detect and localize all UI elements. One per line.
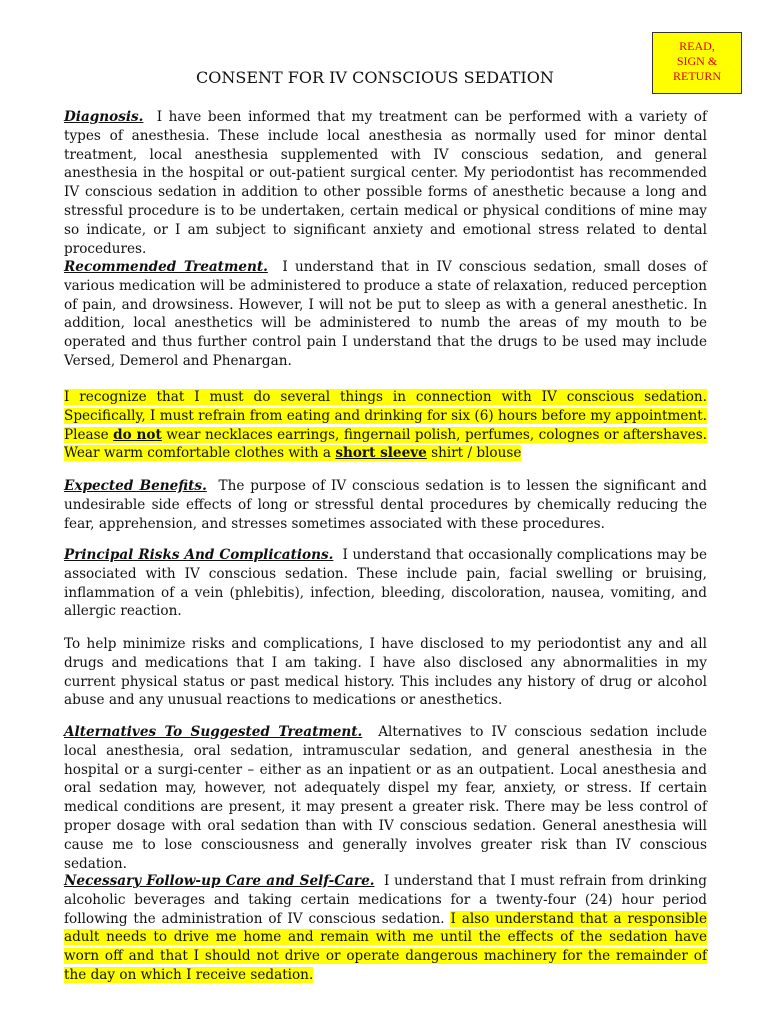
recommended-heading: Recommended Treatment. [64, 259, 268, 275]
read-sign-return-stamp [652, 32, 742, 94]
diagnosis-text: I have been informed that my treatment can be performed with a variety of types of anesthesia. These include local anesthesia as normally used for minor dental treatment, local anesthesia supplemented with IV conscious sedation, and general anesthesia in the hospital or out-patient surgical center. My periodontist has recommended IV conscious sedation in addition to other possible forms of anesthetic because a long and stressful procedure is to be undertaken, certain medical or physical conditions of mine may so indicate, or I am subject to significant anxiety and emotional stress related to dental procedures. [64, 109, 708, 257]
benefits-paragraph [64, 477, 707, 533]
disclosure-text: To help minimize risks and complications, I have disclosed to my periodontist any and all drugs and medications that I am taking. I have also disclosed any abnormalities in my current physical status or past medical history. This includes any history of drug or alcohol abuse and any unusual reactions to medications or anesthetics. [64, 636, 707, 709]
diagnosis-heading: Diagnosis. [64, 109, 144, 125]
do-not-emphasis: do not [113, 426, 162, 443]
instructions-text-b: wear necklaces earrings, fingernail polish, perfumes, colognes or aftershaves. Wear warm comfortable clothes with a [64, 426, 708, 462]
short-sleeve-emphasis: short sleeve [335, 445, 427, 462]
risks-text: I understand that occasionally complications may be associated with IV conscious sedation. These include pain, facial swelling or bruising, inflammation of a vein (phlebitis), infection, bleeding, discoloration, nausea, vomiting, and allergic reaction. [64, 547, 708, 620]
alternatives-paragraph [64, 723, 707, 873]
risks-paragraph [64, 546, 707, 621]
followup-text: I understand that I must refrain from drinking alcoholic beverages and taking certain medications for a twenty-four (24) hour period following the administration of IV conscious sedation. [64, 873, 707, 927]
instructions-paragraph [64, 388, 707, 463]
alternatives-text: Alternatives to IV conscious sedation include local anesthesia, oral sedation, intramuscular sedation, and general anesthesia in the hospital or a surgi-center – either as an inpatient or as an outpatient. Local anesthesia and oral sedation may, however, not adequately dispel my fear, anxiety, or stress. If certain medical conditions are present, it may present a greater risk. There may be less control of proper dosage with oral sedation than with IV conscious sedation. General anesthesia will cause me to lose consciousness and generally involves greater risk than IV conscious sedation. [64, 724, 707, 872]
benefits-heading: Expected Benefits. [64, 478, 207, 494]
followup-paragraph [64, 872, 707, 985]
document-title: CONSENT FOR IV CONSCIOUS SEDATION [196, 68, 554, 87]
recommended-text: I understand that in IV conscious sedation, small doses of various medication will be administered to produce a state of relaxation, reduced perception of pain, and drowsiness. However, I will not be put to sleep as with a general anesthetic. In addition, local anesthetics will be administered to numb the areas of my mouth to be operated and thus further control pain I understand that the drugs to be used may include Versed, Demerol and Phenargan. [64, 259, 707, 369]
stamp-line-3: RETURN [673, 69, 721, 83]
diagnosis-paragraph [64, 108, 707, 258]
instructions-text-c: shirt / blouse [431, 445, 522, 462]
instructions-text-a: I recognize that I must do several things in connection with IV conscious sedation. Specifically, I must refrain from eating and drinking for six (6) hours before my appointment. Please [64, 389, 707, 443]
risks-heading: Principal Risks And Complications. [64, 547, 334, 563]
stamp-line-2: SIGN & [676, 54, 718, 68]
followup-highlight: I also understand that a responsible adult needs to drive me home and remain with me until the effects of the sedation have worn off and that I should not drive or operate dangerous machinery for the remainder of the day on which I receive sedation. [64, 910, 707, 983]
disclosure-paragraph [64, 635, 707, 710]
recommended-paragraph [64, 258, 707, 371]
followup-heading: Necessary Follow-up Care and Self-Care. [64, 873, 375, 889]
stamp-line-1: READ, [679, 39, 715, 53]
benefits-text: The purpose of IV conscious sedation is to lessen the significant and undesirable side effects of long or stressful dental procedures by chemically reducing the fear, apprehension, and stresses sometimes associated with these procedures. [64, 478, 707, 532]
alternatives-heading: Alternatives To Suggested Treatment. [64, 724, 363, 740]
